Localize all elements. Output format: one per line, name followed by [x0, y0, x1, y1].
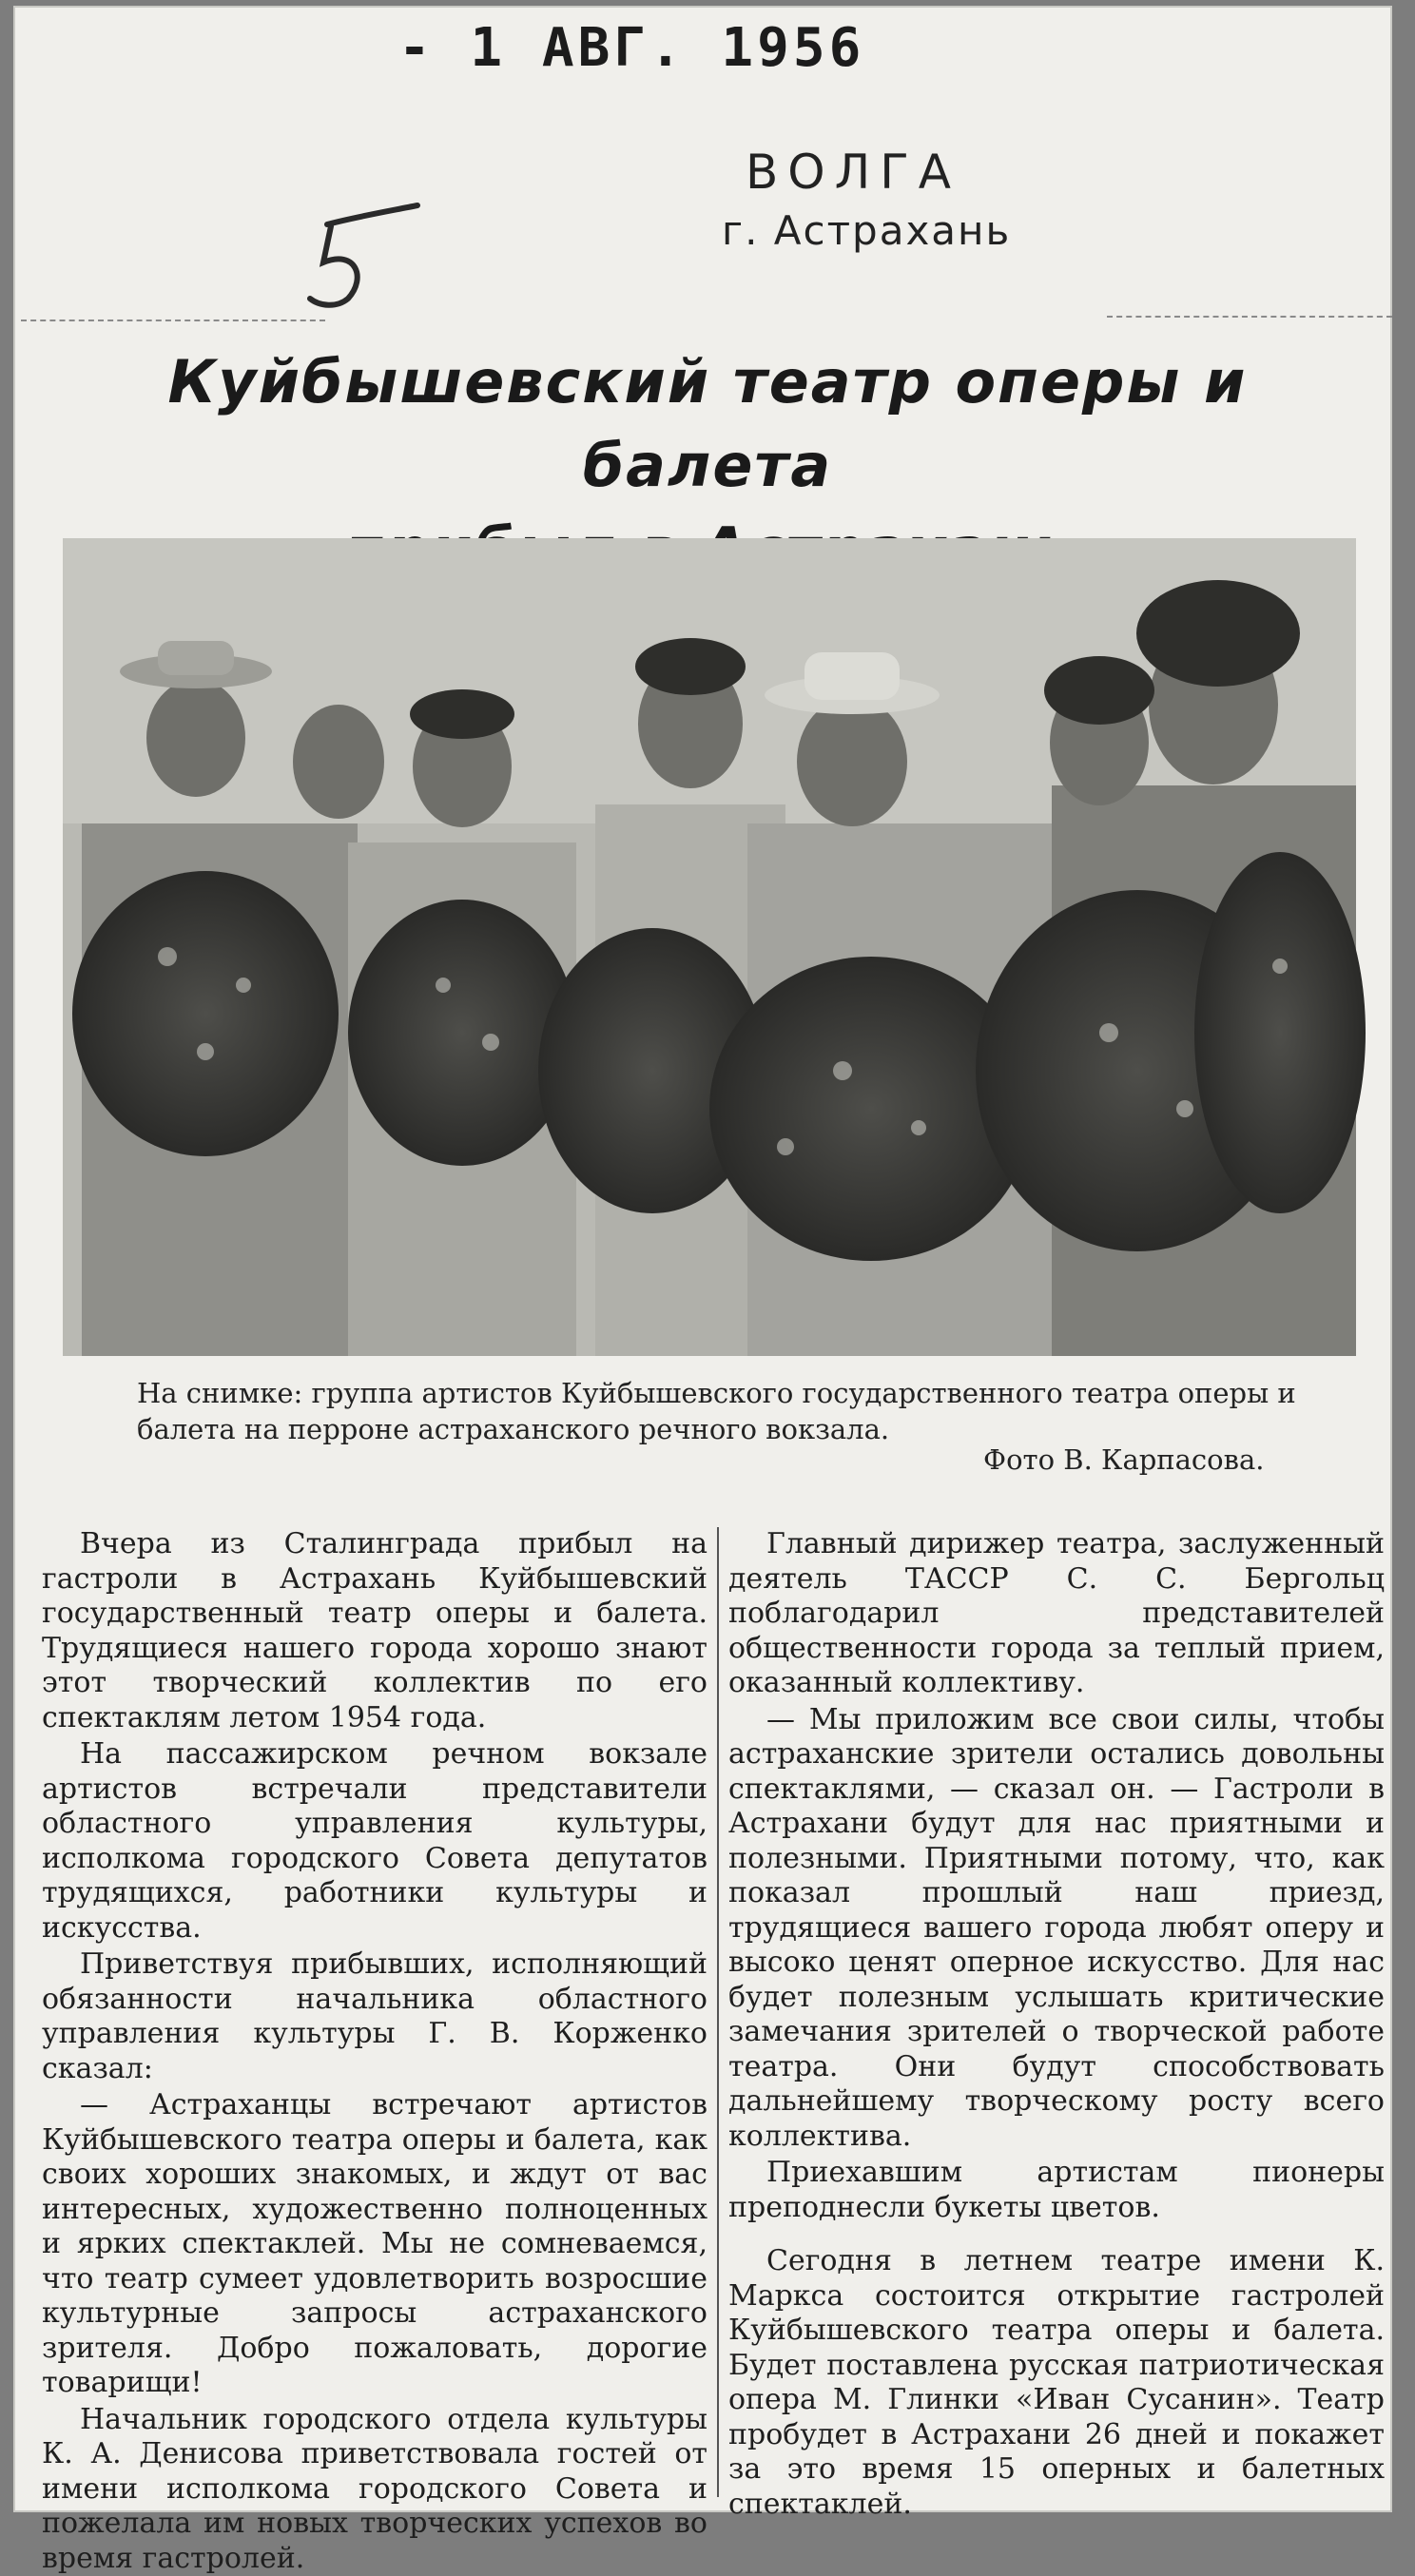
article-paragraph: Приехавшим артистам пионеры преподнесли букеты цветов.	[728, 2156, 1385, 2225]
photo-credit: Фото В. Карпасова.	[983, 1443, 1264, 1476]
article-column-left	[42, 1527, 708, 2576]
article-paragraph: Вчера из Сталинграда прибыл на гастроли в Астрахань Куйбышевский государственный театр оперы и балета. Трудящиеся нашего города хорошо знают этот творческий коллектив по его спектаклям летом 1954 года.	[42, 1527, 708, 1735]
news-photo	[63, 538, 1356, 1356]
newspaper-city: г. Астрахань	[722, 207, 1011, 254]
headline-line-1: Куйбышевский театр оперы и балета	[42, 340, 1373, 508]
article-paragraph: Начальник городского отдела культуры К. А. Денисова приветствовала гостей от имени исполкома городского Совета и пожелала им новых творческих успехов во время гастролей.	[42, 2403, 708, 2576]
photo-caption: На снимке: группа артистов Куйбышевского государственного театра оперы и балета на перроне астраханского речного вокзала.	[137, 1375, 1373, 1447]
masthead-rule-left	[21, 320, 325, 321]
article-paragraph: Главный дирижер театра, заслуженный деятель ТАССР С. С. Бергольц поблагодарил представителей общественности города за теплый прием, оказанный коллективу.	[728, 1527, 1385, 1701]
newspaper-clipping	[13, 6, 1392, 2512]
article-paragraph: На пассажирском речном вокзале артистов встречали представители областного управления культуры, исполкома городского Совета депутатов трудящихся, работники культуры и искусства.	[42, 1737, 708, 1946]
masthead-rule-right	[1107, 316, 1392, 318]
date-stamp: - 1 АВГ. 1956	[398, 17, 864, 79]
article-paragraph: — Астраханцы встречают артистов Куйбышевского театра оперы и балета, как своих хороших знакомых, и ждут от вас интересных, художественно полноценных и ярких спектаклей. Мы не сомневаемся, что театр сумеет удовлетворить возросшие культурные запросы астраханского зрителя. Добро пожаловать, дорогие товарищи!	[42, 2088, 708, 2401]
article-paragraph: Сегодня в летнем театре имени К. Маркса состоится открытие гастролей Куйбышевского театра оперы и балета. Будет поставлена русская патриотическая опера М. Глинки «Иван Сусанин». Театр пробудет в Астрахани 26 дней и покажет за это время 15 оперных и балетных спектаклей.	[728, 2244, 1385, 2522]
article-paragraph: — Мы приложим все свои силы, чтобы астраханские зрители остались довольны спектаклями, — сказал он. — Гастроли в Астрахани будут для нас приятными и полезными. Приятными потому, что, как показал прошлый наш приезд, трудящиеся вашего города любят оперу и высоко ценят оперное искусство. Для нас будет полезным услышать критические замечания зрителей о творческой работе театра. Они будут способствовать дальнейшему творческому росту всего коллектива.	[728, 1703, 1385, 2155]
newspaper-name: ВОЛГА	[746, 145, 960, 200]
article-paragraph: Приветствуя прибывших, исполняющий обязанности начальника областного управления культуры Г. В. Корженко сказал:	[42, 1947, 708, 2086]
article-column-right	[728, 1527, 1385, 2522]
handwritten-mark	[299, 196, 432, 320]
photo-illustration	[63, 538, 1356, 1356]
column-divider	[717, 1527, 719, 2497]
